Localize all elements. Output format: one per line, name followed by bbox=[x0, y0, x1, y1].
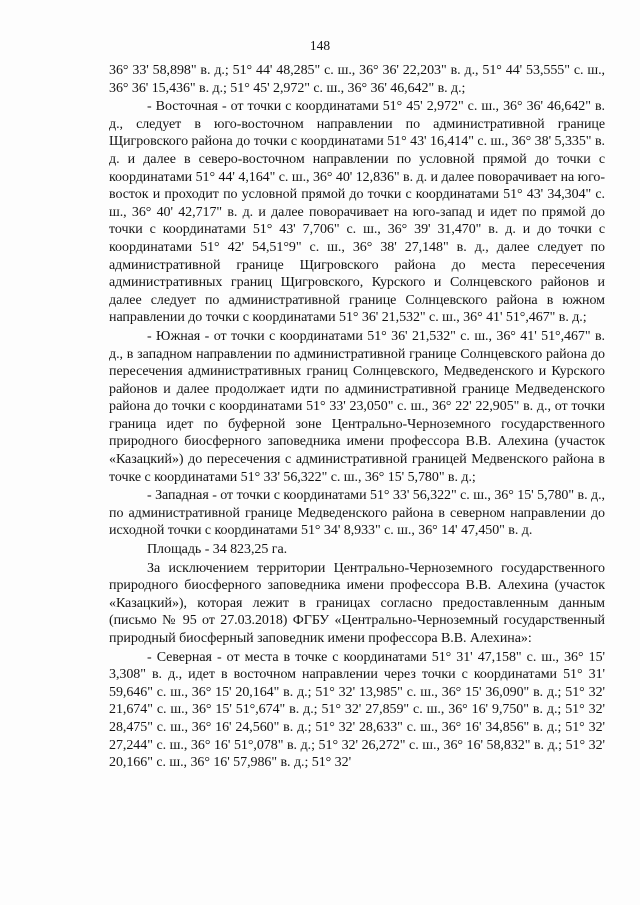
page-number: 148 bbox=[309, 38, 331, 53]
paragraph-south-boundary: - Южная - от точки с координатами 51° 36' 21,532" с. ш., 36° 41' 51°,467" в. д., в западном направлении по административной границе Солнцевского района до пересечения административных границ Солнцевского, Медведенского и Курского районов и далее продолжает идти по административной границе Медведенского района до точки с координатами 51° 33' 23,050" с. ш., 36° 22' 22,905" в. д., от точки граница идет по буферной зоне Центрально-Черноземного государственного природного биосферного заповедника имени профессора В.В. Алехина (участок «Казацкий») до пересечения с административной границей Медвенского района в точке с координатами 51° 33' 56,322" с. ш., 36° 15' 5,780" в. д.; bbox=[109, 328, 605, 485]
paragraph-exclusion: За исключением территории Центрально-Черноземного государственного природного биосферного заповедника имени профессора В.В. Алехина (участок «Казацкий»), которая лежит в границах согласно предоставленным данным (письмо № 95 от 27.03.2018) ФГБУ «Центрально-Черноземный государственный природный биосферный заповедник имени профессора В.В. Алехина»: bbox=[109, 560, 605, 646]
paragraph-coordinates-continuation: 36° 33' 58,898" в. д.; 51° 44' 48,285" с. ш., 36° 36' 22,203" в. д., 51° 44' 53,555" с. ш., 36° 36' 15,436" в. д.; 51° 45' 2,972" с. ш., 36° 36' 46,642" в. д.; bbox=[109, 63, 605, 96]
paragraph-east-boundary: - Восточная - от точки с координатами 51° 45' 2,972" с. ш., 36° 36' 46,642" в. д., следует в юго-восточном направлении по административной границе Щигровского района до точки с координатами 51° 43' 16,414" с. ш., 36° 38' 5,335" в. д. и далее в северо-восточном направлении по условной прямой до точки с координатами 51° 44' 4,164" с. ш., 36° 40' 12,836" в. д. и далее поворачивает на юго-восток и проходит по условной прямой до точки с координатами 51° 43' 34,304" с. ш., 36° 40' 42,717" в. д. и далее поворачивает на юго-запад и идет по прямой до точки с координатами 51° 43' 7,706" с. ш., 36° 39' 31,470" в. д. и до точки с координатами 51° 42' 54,51°9" с. ш., 36° 38' 27,148" в. д., далее следует по административной границе Щигровского района до места пересечения административных границ Щигровского, Курского и Солнцевского районов и далее следует по административной границе Солнцевского района в южном направлении до точки с координатами 51° 36' 21,532" с. ш., 36° 41' 51°,467" в. д.; bbox=[109, 99, 605, 326]
document-body bbox=[109, 62, 605, 773]
paragraph-north-boundary: - Северная - от места в точке с координатами 51° 31' 47,158" с. ш., 36° 15' 3,308" в. д., идет в восточном направлении через точки с координатами 51° 31' 59,646" с. ш., 36° 15' 20,164" в. д.; 51° 32' 13,985" с. ш., 36° 15' 36,090" в. д.; 51° 32' 21,674" с. ш., 36° 15' 51°,674" в. д.; 51° 32' 27,859" с. ш., 36° 16' 9,750" в. д.; 51° 32' 28,475" с. ш., 36° 16' 24,560" в. д.; 51° 32' 28,633" с. ш., 36° 16' 34,856" в. д.; 51° 32' 27,244" с. ш., 36° 16' 51°,078" в. д.; 51° 32' 26,272" с. ш., 36° 16' 58,832" в. д.; 51° 32' 20,166" с. ш., 36° 16' 57,986" в. д.; 51° 32' bbox=[109, 649, 605, 771]
paragraph-west-boundary: - Западная - от точки с координатами 51° 33' 56,322" с. ш., 36° 15' 5,780" в. д., по административной границе Медведенского района в северном направлении до исходной точки с координатами 51° 34' 8,933" с. ш., 36° 14' 47,450" в. д. bbox=[109, 488, 605, 539]
paragraph-area: Площадь - 34 823,25 га. bbox=[147, 542, 288, 558]
